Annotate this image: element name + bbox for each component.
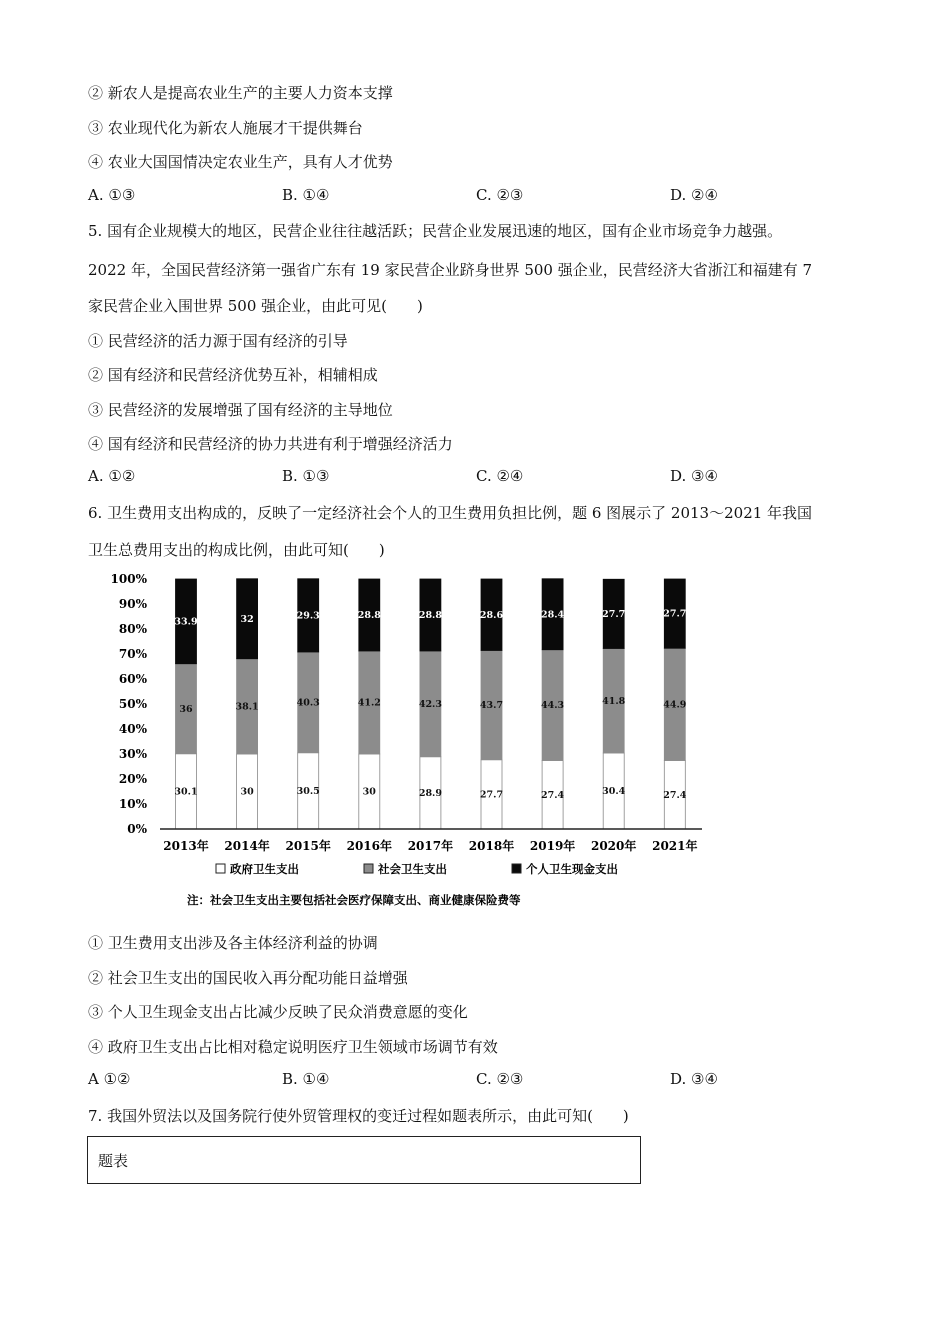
data-label: 44.9 xyxy=(663,699,687,711)
q6-option-b[interactable]: B. ①④ xyxy=(282,1070,330,1088)
data-label: 36 xyxy=(179,703,193,715)
q4-item-4: ④ 农业大国国情决定农业生产，具有人才优势 xyxy=(88,153,393,171)
q5-stem-line-1: 5. 国有企业规模大的地区，民营企业往往越活跃；民营企业发展迅速的地区，国有企业市场竞争力越强。 xyxy=(88,222,783,240)
q5-options xyxy=(88,467,868,489)
data-label: 27.4 xyxy=(541,789,565,801)
q4-option-a[interactable]: A. ①③ xyxy=(88,186,136,204)
q5-option-a[interactable]: A. ①② xyxy=(88,467,136,485)
data-label: 43.7 xyxy=(479,700,504,712)
question-table xyxy=(87,1136,641,1184)
q6-stem-line-2: 卫生总费用支出的构成比例，由此可知( ) xyxy=(88,541,385,559)
data-label: 42.3 xyxy=(418,698,442,710)
q5-option-c[interactable]: C. ②④ xyxy=(476,467,524,485)
legend-label: 社会卫生支出 xyxy=(378,862,447,876)
data-label: 32 xyxy=(240,613,254,625)
legend-swatch xyxy=(512,864,521,873)
q4-item-2: ② 新农人是提高农业生产的主要人力资本支撑 xyxy=(88,84,393,102)
q5-stem-line-3: 家民营企业入围世界 500 强企业，由此可见( ) xyxy=(88,297,423,315)
y-tick-label: 70% xyxy=(118,647,147,661)
y-tick-label: 80% xyxy=(118,622,147,636)
data-label: 40.3 xyxy=(296,697,320,709)
data-label: 44.3 xyxy=(541,700,565,712)
q6-item-2: ② 社会卫生支出的国民收入再分配功能日益增强 xyxy=(88,969,408,987)
x-tick-label: 2021年 xyxy=(652,839,698,853)
data-label: 30.5 xyxy=(296,785,320,797)
legend-swatch xyxy=(364,864,373,873)
q6-option-d[interactable]: D. ③④ xyxy=(670,1070,718,1088)
health-expenditure-chart xyxy=(100,566,720,916)
data-label: 27.7 xyxy=(663,608,687,620)
data-label: 27.7 xyxy=(602,608,626,620)
data-label: 28.8 xyxy=(418,610,442,621)
q6-stem-line-1: 6. 卫生费用支出构成的，反映了一定经济社会个人的卫生费用负担比例，题 6 图展示了 2013～2021 年我国 xyxy=(88,504,813,522)
y-tick-label: 10% xyxy=(118,797,147,811)
y-tick-label: 40% xyxy=(118,722,147,736)
data-label: 27.7 xyxy=(479,789,504,801)
q5-option-b[interactable]: B. ①③ xyxy=(282,467,330,485)
data-label: 30.1 xyxy=(174,786,198,798)
data-label: 28.8 xyxy=(357,610,381,621)
data-label: 27.4 xyxy=(663,789,687,801)
bars xyxy=(174,579,686,829)
data-label: 41.2 xyxy=(357,697,381,709)
data-label: 30 xyxy=(362,786,376,798)
q4-options xyxy=(88,186,868,208)
q6-item-1: ① 卫生费用支出涉及各主体经济利益的协调 xyxy=(88,934,378,952)
q6-item-4: ④ 政府卫生支出占比相对稳定说明医疗卫生领域市场调节有效 xyxy=(88,1038,498,1056)
q4-option-b[interactable]: B. ①④ xyxy=(282,186,330,204)
q5-item-2: ② 国有经济和民营经济优势互补，相辅相成 xyxy=(88,366,378,384)
data-label: 38.1 xyxy=(235,701,259,713)
data-label: 30.4 xyxy=(602,786,626,797)
legend-swatch xyxy=(216,864,225,873)
data-label: 33.9 xyxy=(174,616,198,628)
q4-item-3: ③ 农业现代化为新农人施展才干提供舞台 xyxy=(88,119,363,137)
y-tick-label: 90% xyxy=(118,597,147,611)
data-label: 29.3 xyxy=(296,610,320,622)
q7-stem: 7. 我国外贸法以及国务院行使外贸管理权的变迁过程如题表所示，由此可知( ) xyxy=(88,1107,629,1125)
table-label: 题表 xyxy=(98,1152,129,1170)
q5-item-3: ③ 民营经济的发展增强了国有经济的主导地位 xyxy=(88,401,393,419)
q5-stem-line-2: 2022 年，全国民营经济第一强省广东有 19 家民营企业跻身世界 500 强企业，民营经济大省浙江和福建有 7 xyxy=(88,261,813,279)
legend-label: 个人卫生现金支出 xyxy=(526,862,618,876)
y-tick-label: 30% xyxy=(118,747,147,761)
q6-item-3: ③ 个人卫生现金支出占比减少反映了民众消费意愿的变化 xyxy=(88,1003,468,1021)
data-label: 28.4 xyxy=(541,609,565,621)
y-tick-label: 60% xyxy=(118,672,147,686)
q5-option-d[interactable]: D. ③④ xyxy=(670,467,718,485)
data-label: 28.6 xyxy=(479,609,504,621)
q6-option-a[interactable]: A ①② xyxy=(88,1070,131,1088)
x-tick-label: 2018年 xyxy=(468,839,515,853)
chart-note: 注：社会卫生支出主要包括社会医疗保障支出、商业健康保险费等 xyxy=(187,893,521,907)
y-tick-label: 20% xyxy=(118,772,147,786)
y-tick-label: 50% xyxy=(118,697,147,711)
y-tick-label: 100% xyxy=(110,572,147,586)
legend-label: 政府卫生支出 xyxy=(230,862,299,876)
data-label: 41.8 xyxy=(602,695,626,707)
q4-option-d[interactable]: D. ②④ xyxy=(670,186,718,204)
q6-options xyxy=(88,1070,868,1092)
x-tick-label: 2016年 xyxy=(346,839,393,853)
x-tick-label: 2017年 xyxy=(407,839,454,853)
x-tick-label: 2019年 xyxy=(529,839,576,853)
x-tick-label: 2020年 xyxy=(590,839,637,853)
x-axis-labels xyxy=(163,838,697,853)
x-tick-label: 2014年 xyxy=(224,839,270,853)
q5-item-1: ① 民营经济的活力源于国有经济的引导 xyxy=(88,332,348,350)
data-label: 28.9 xyxy=(418,787,442,799)
q4-option-c[interactable]: C. ②③ xyxy=(476,186,524,204)
chart-legend xyxy=(216,862,618,876)
y-axis xyxy=(111,572,148,836)
x-tick-label: 2013年 xyxy=(163,839,209,853)
q6-option-c[interactable]: C. ②③ xyxy=(476,1070,524,1088)
y-tick-label: 0% xyxy=(127,822,147,836)
x-tick-label: 2015年 xyxy=(285,839,331,853)
q5-item-4: ④ 国有经济和民营经济的协力共进有利于增强经济活力 xyxy=(88,435,453,453)
data-label: 30 xyxy=(240,786,254,798)
